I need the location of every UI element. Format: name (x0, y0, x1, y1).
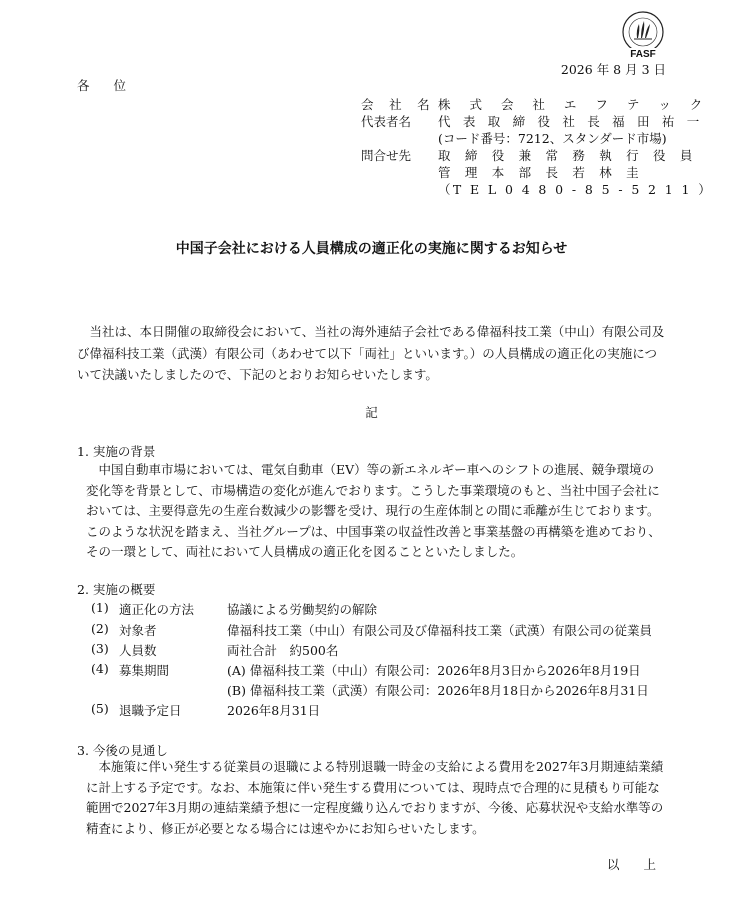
item-number: (1) (91, 600, 109, 615)
stock-code: (コード番号：7212、スタンダード市場) (438, 131, 667, 146)
contact-tel: （T E L 0 4 8 0 - 8 5 - 5 2 1 1 ） (438, 182, 714, 197)
company-name-value: 株 式 会 社 エ フ テ ッ ク (438, 97, 710, 112)
item-label: 退職予定日 (119, 703, 182, 718)
fasf-logo (617, 10, 669, 60)
addressee: 各 位 (77, 78, 136, 93)
item-value: (A) 偉福科技工業（中山）有限公司：2026年8月3日から2026年8月19日 (227, 663, 641, 678)
item-label: 対象者 (119, 623, 157, 638)
item-label: 適正化の方法 (119, 602, 195, 617)
document-date: 2026 年 8 月 3 日 (560, 62, 666, 77)
contact-label: 問合せ先 (361, 148, 412, 163)
section3-body: 本施策に伴い発生する従業員の退職による特別退職一時金の支給による費用を2027年3月期連結業績に計上する予定です。なお、本施策に伴い発生する費用については、現時点で合理的に見積もり可能な範囲で2027年3月期の連結業績予想に一定程度織り込んでおりますが、今後、応募状況や支給水準等の精査により、修正が必要となる場合には速やかにお知らせいたします。 (86, 759, 664, 836)
representative-value: 代 表 取 締 役 社 長 福 田 祐 一 (438, 114, 704, 129)
contact-name: 管 理 本 部 長 若 林 圭 (438, 165, 644, 180)
item-number: (2) (91, 621, 109, 636)
item-number: (3) (91, 641, 109, 656)
representative-label: 代表者名 (361, 114, 412, 129)
item-value: 2026年8月31日 (227, 703, 321, 718)
item-value: 両社合計 約500名 (227, 643, 339, 658)
section2-heading: 2. 実施の概要 (77, 582, 156, 597)
company-name-label: 会 社 名 (361, 97, 436, 112)
item-value: 偉福科技工業（中山）有限公司及び偉福科技工業（武漢）有限公司の従業員 (227, 623, 653, 638)
section1-body: 中国自動車市場においては、電気自動車（EV）等の新エネルギー車へのシフトの進展、競争環境の変化等を背景として、市場構造の変化が進んでおります。こうした事業環境のもと、当社中国子会社においては、主要得意先の生産台数減少の影響を受け、現行の生産体制との間に乖離が生じております。このような状況を踏まえ、当社グループは、中国事業の収益性改善と事業基盤の再構築を進めており、その一環として、両社において人員構成の適正化を図ることといたしました。 (86, 462, 661, 559)
document-title: 中国子会社における人員構成の適正化の実施に関するお知らせ (175, 241, 568, 257)
item-number: (5) (91, 701, 109, 716)
item-value: 協議による労働契約の解除 (227, 602, 378, 617)
intro-paragraph: 当社は、本日開催の取締役会において、当社の海外連結子会社である偉福科技工業（中山）有限公司及び偉福科技工業（武漢）有限公司（あわせて以下「両社」といいます。）の人員構成の適正化の実施について決議いたしましたので、下記のとおりお知らせいたします。 (77, 324, 665, 382)
contact-title: 取 締 役 兼 常 務 執 行 役 員 (438, 148, 698, 163)
item-label: 人員数 (119, 643, 157, 658)
section3-heading: 3. 今後の見通し (77, 743, 168, 758)
section1-heading: 1. 実施の背景 (77, 444, 156, 459)
ki-heading: 記 (365, 405, 378, 420)
item-value: (B) 偉福科技工業（武漢）有限公司：2026年8月18日から2026年8月31日 (227, 683, 649, 698)
item-number: (4) (91, 661, 109, 676)
item-label: 募集期間 (119, 663, 170, 678)
closing-remark: 以 上 (607, 857, 666, 872)
logo-text: FASF (630, 49, 656, 60)
